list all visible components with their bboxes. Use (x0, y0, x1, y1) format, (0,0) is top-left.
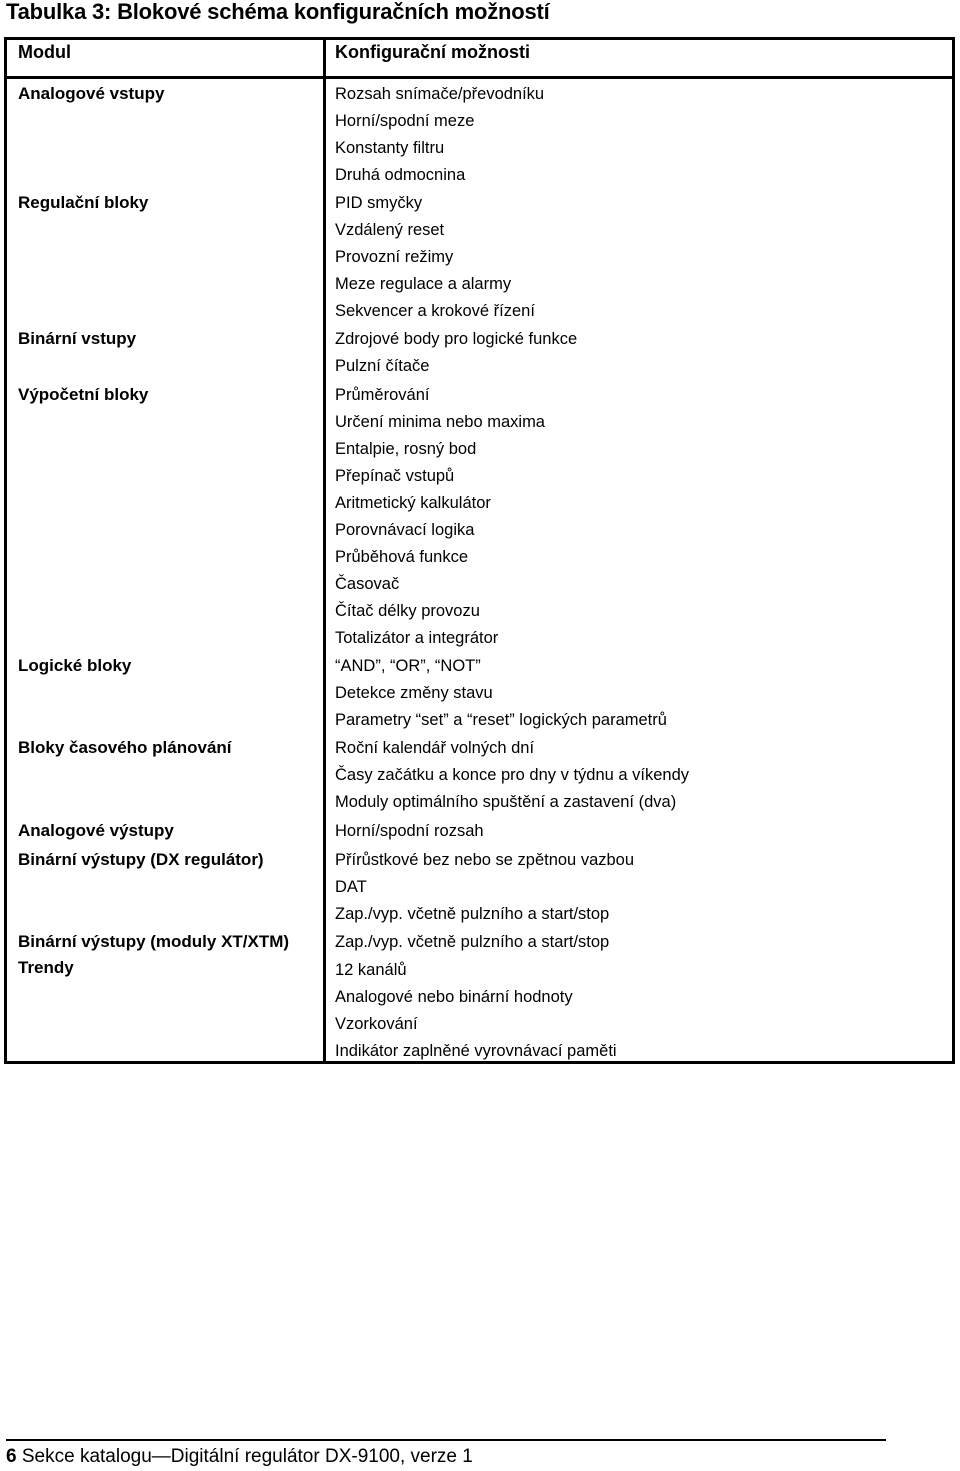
option-item: Porovnávací logika (335, 521, 475, 539)
page-footer (6, 1446, 473, 1468)
option-item: Přírůstkové bez nebo se zpětnou vazbou (335, 851, 635, 869)
module-analog-outputs: Analogové výstupy (18, 821, 174, 840)
option-item: Časovač (335, 575, 400, 593)
option-item: Konstanty filtru (335, 139, 445, 157)
footer-text: Sekce katalogu—Digitální regulátor DX-9100, verze 1 (21, 1446, 473, 1467)
option-item: Zap./vyp. včetně pulzního a start/stop (335, 905, 610, 923)
option-item: Průběhová funkce (335, 548, 469, 566)
option-item: Časy začátku a konce pro dny v týdnu a víkendy (335, 766, 690, 784)
option-item: Parametry “set” a “reset” logických parametrů (335, 711, 667, 729)
option-item: Aritmetický kalkulátor (335, 494, 491, 512)
module-analog-inputs: Analogové vstupy (18, 84, 165, 103)
option-item: Přepínač vstupů (335, 467, 455, 485)
option-item: Horní/spodní rozsah (335, 822, 484, 840)
page-title: Tabulka 3: Blokové schéma konfiguračních možností (6, 0, 550, 24)
option-item: 12 kanálů (335, 961, 407, 979)
module-binary-outputs-dx: Binární výstupy (DX regulátor) (18, 850, 264, 869)
option-item: Vzdálený reset (335, 221, 445, 239)
option-item: Pulzní čítače (335, 357, 430, 375)
option-item: Analogové nebo binární hodnoty (335, 988, 573, 1006)
option-item: Zdrojové body pro logické funkce (335, 330, 578, 348)
module-control-blocks: Regulační bloky (18, 193, 149, 212)
option-item: Meze regulace a alarmy (335, 275, 512, 293)
option-item: Detekce změny stavu (335, 684, 493, 702)
option-item: Moduly optimálního spuštění a zastavení (dva) (335, 793, 677, 811)
option-item: PID smyčky (335, 194, 423, 212)
option-item: Čítač délky provozu (335, 602, 480, 620)
option-item: Druhá odmocnina (335, 166, 466, 184)
option-item: Průměrování (335, 386, 430, 404)
option-item: Sekvencer a krokové řízení (335, 302, 535, 320)
option-item: DAT (335, 878, 367, 896)
option-item: Indikátor zaplněné vyrovnávací paměti (335, 1042, 617, 1060)
option-item: Entalpie, rosný bod (335, 440, 477, 458)
option-item: Totalizátor a integrátor (335, 629, 499, 647)
option-item: Rozsah snímače/převodníku (335, 85, 545, 103)
option-item: “AND”, “OR”, “NOT” (335, 657, 481, 675)
module-binary-inputs: Binární vstupy (18, 329, 137, 348)
option-item: Provozní režimy (335, 248, 454, 266)
header-divider (7, 76, 952, 79)
option-item: Zap./vyp. včetně pulzního a start/stop (335, 933, 610, 951)
option-item: Určení minima nebo maxima (335, 413, 545, 431)
module-scheduling-blocks: Bloky časového plánování (18, 738, 232, 757)
module-trends: Trendy (18, 958, 74, 977)
column-divider (323, 40, 326, 1061)
option-item: Roční kalendář volných dní (335, 739, 535, 757)
module-computation-blocks: Výpočetní bloky (18, 385, 149, 404)
option-item: Horní/spodní meze (335, 112, 475, 130)
page-number: 6 (6, 1446, 17, 1467)
footer-divider (6, 1439, 886, 1441)
option-item: Vzorkování (335, 1015, 418, 1033)
module-binary-outputs-xt: Binární výstupy (moduly XT/XTM) (18, 932, 290, 951)
column-header-options: Konfigurační možnosti (335, 42, 530, 62)
column-header-module: Modul (18, 42, 71, 62)
module-logic-blocks: Logické bloky (18, 656, 132, 675)
config-options-table (4, 37, 955, 1064)
